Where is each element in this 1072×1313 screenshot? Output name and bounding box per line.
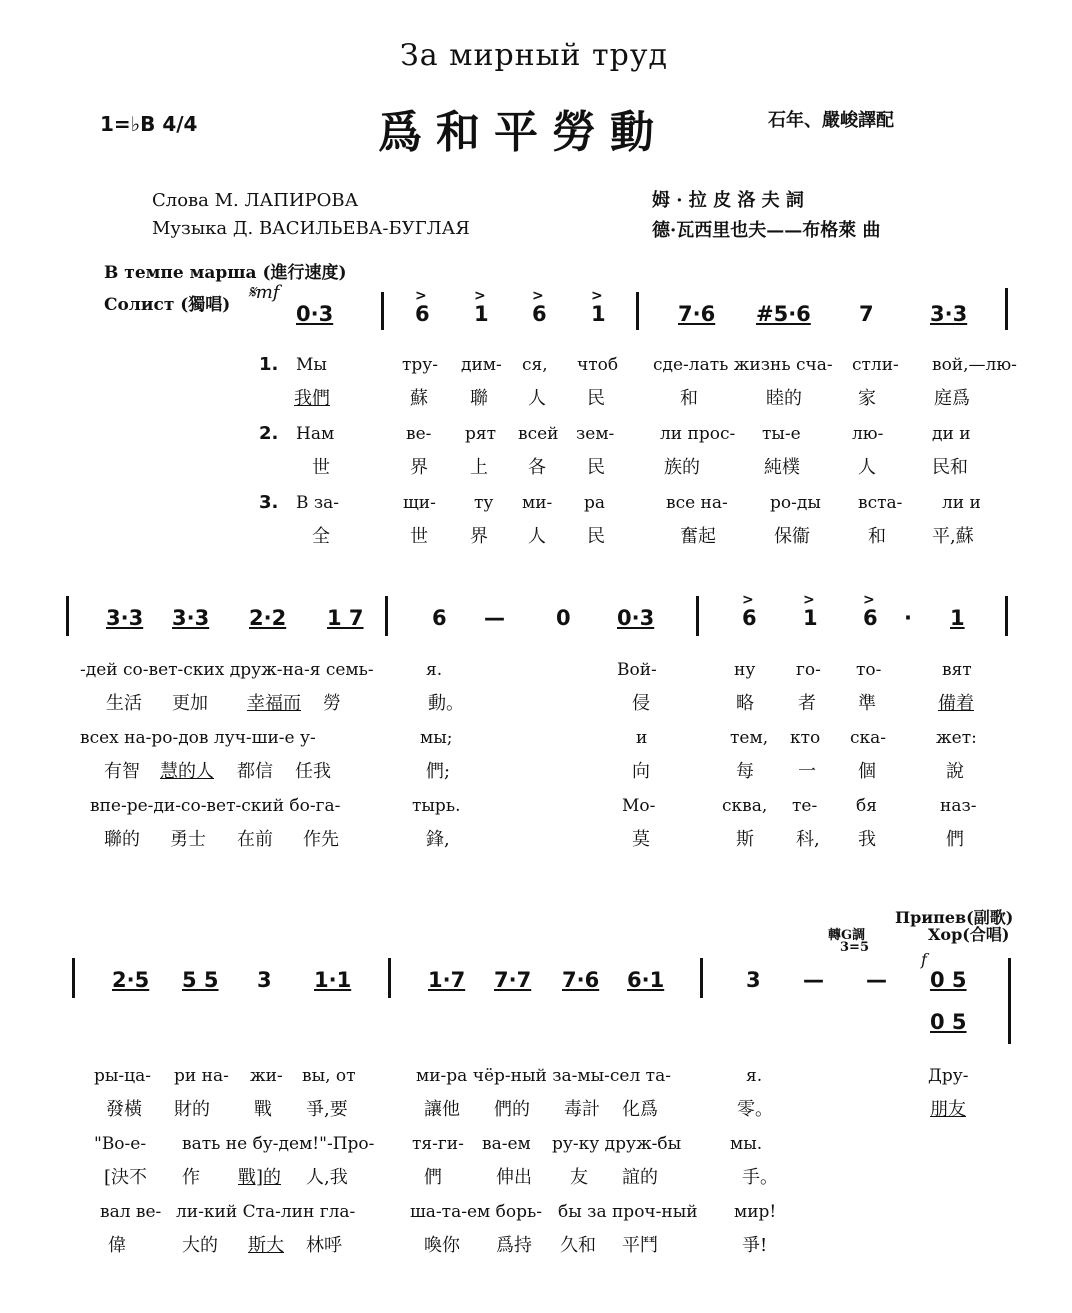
lyric-zh: 備着 (938, 693, 974, 714)
note: — (866, 968, 887, 992)
note: 3 (746, 968, 761, 992)
lyric-ru: ри на- (174, 1066, 229, 1086)
lyric-zh: 作 (182, 1167, 200, 1188)
lyric-zh: 動。 (428, 693, 464, 714)
lyric-ru: сде-лать жизнь сча- (653, 355, 833, 375)
lyric-ru: Нам (296, 424, 335, 444)
verse-number: 3. (259, 492, 279, 513)
lyric-zh: 勞 (323, 693, 341, 714)
lyric-zh: 民 (587, 388, 605, 409)
composer-russian: Музыка Д. ВАСИЛЬЕВА-БУГЛАЯ (152, 218, 470, 239)
lyric-zh: 讓他 (424, 1099, 460, 1120)
lyric-ru: ру-ку друж-бы (552, 1134, 682, 1154)
translators: 石年、嚴峻譯配 (768, 110, 894, 131)
lyric-ru: ты-е (762, 424, 801, 444)
lyric-ru: ли прос- (660, 424, 736, 444)
lyric-zh: 朋友 (930, 1099, 966, 1120)
lyric-ru: ди и (932, 424, 971, 444)
note: 6 (432, 606, 447, 630)
lyric-zh: 零。 (737, 1099, 773, 1120)
lyric-ru: ры-ца- (94, 1066, 151, 1086)
lyric-zh: 向 (632, 761, 650, 782)
lyric-ru: ва-ем (482, 1134, 531, 1154)
lyric-ru: "Во-е- (94, 1134, 147, 1154)
note: 3 (257, 968, 272, 992)
dynamic-f: f (921, 950, 927, 969)
lyric-zh: 戰 (254, 1099, 272, 1120)
lyric-zh: 侵 (632, 693, 650, 714)
lyric-ru: ми-ра чёр-ный за-мы-сел та- (416, 1066, 671, 1086)
lyric-zh: 個 (858, 761, 876, 782)
barline (66, 596, 69, 636)
lyric-zh: 上 (470, 457, 488, 478)
lyric-zh: 純樸 (764, 457, 800, 478)
note: 7 (859, 302, 874, 326)
lyric-zh: 手。 (742, 1167, 778, 1188)
lyric-zh: 作先 (303, 829, 339, 850)
lyric-ru: ли-кий Ста-лин гла- (176, 1202, 356, 1222)
lyric-zh: 們 (946, 829, 964, 850)
lyric-zh: 偉 (108, 1235, 126, 1256)
lyric-zh: 鋒, (426, 829, 450, 850)
lyric-ru: чтоб (577, 355, 619, 375)
lyric-ru: -дей со-вет-ских друж-на-я семь- (80, 660, 374, 680)
choir-label: Хор(合唱) (928, 925, 1010, 944)
lyric-zh: 們; (426, 761, 451, 782)
soloist-label: Солист (獨唱) (104, 295, 231, 315)
lyric-ru: ту (474, 493, 494, 513)
lyric-zh: [決不 (104, 1167, 148, 1188)
accent-mark: > (474, 288, 486, 304)
title-russian: За мирный труд (400, 38, 668, 73)
lyric-ru: ся, (522, 355, 548, 375)
note: — (803, 968, 824, 992)
accent-mark: > (532, 288, 544, 304)
lyric-ru: вят (942, 660, 972, 680)
lyric-zh: 民和 (932, 457, 968, 478)
lyric-zh: 慧的人 (160, 761, 214, 782)
barline (381, 292, 384, 330)
lyric-zh: 久和 (560, 1235, 596, 1256)
lyric-ru: те- (792, 796, 818, 816)
lyric-ru: всей (518, 424, 559, 444)
lyric-zh: 我 (858, 829, 876, 850)
lyric-ru: Дру- (928, 1066, 969, 1086)
lyric-zh: 喚你 (424, 1235, 460, 1256)
lyric-zh: 斯大 (248, 1235, 284, 1256)
lyric-zh: 世 (312, 457, 330, 478)
verse-number: 2. (259, 423, 279, 444)
lyric-zh: 更加 (172, 693, 208, 714)
lyric-zh: 奮起 (680, 526, 716, 547)
lyric-zh: 我們 (294, 388, 330, 409)
barline (72, 958, 75, 998)
lyric-ru: дим- (461, 355, 502, 375)
lyric-zh: 友 (570, 1167, 588, 1188)
accent-mark: > (803, 592, 815, 608)
note: 0 5 (930, 1010, 967, 1034)
lyric-ru: и (636, 728, 648, 748)
lyric-ru: Мо- (622, 796, 656, 816)
lyric-zh: 說 (946, 761, 964, 782)
lyric-zh: 世 (410, 526, 428, 547)
accent-mark: > (591, 288, 603, 304)
barline (636, 292, 639, 330)
lyric-zh: 聯的 (104, 829, 140, 850)
modulation-equation: 3=5 (840, 940, 869, 955)
note: 7·6 (678, 302, 716, 326)
accent-mark: > (863, 592, 875, 608)
barline (388, 958, 391, 998)
lyric-zh: 略 (736, 693, 754, 714)
note: 7·6 (562, 968, 600, 992)
note: 6 (532, 302, 547, 326)
lyric-zh: 生活 (106, 693, 142, 714)
lyric-zh: 全 (312, 526, 330, 547)
lyric-ru: кто (790, 728, 821, 748)
lyric-zh: 蘇 (410, 388, 428, 409)
accent-mark: > (415, 288, 427, 304)
lyricist-russian: Слова М. ЛАПИРОВА (152, 190, 359, 211)
lyric-ru: то- (856, 660, 882, 680)
lyric-ru: вста- (858, 493, 903, 513)
lyric-ru: мы; (420, 728, 453, 748)
lyric-zh: 伸出 (496, 1167, 532, 1188)
lyric-zh: 和 (680, 388, 698, 409)
lyric-zh: 毒計 (564, 1099, 600, 1120)
lyric-ru: тя-ги- (412, 1134, 464, 1154)
lyric-ru: ро-ды (770, 493, 821, 513)
lyric-ru: ли и (942, 493, 981, 513)
lyric-zh: 家 (858, 388, 876, 409)
lyric-ru: вал ве- (100, 1202, 162, 1222)
lyric-zh: 平,蘇 (932, 526, 974, 547)
note: #5·6 (756, 302, 811, 326)
lyric-ru: ша-та-ем борь- (410, 1202, 543, 1222)
lyric-ru: жи- (250, 1066, 283, 1086)
composer-chinese: 德·瓦西里也夫——布格萊 曲 (652, 220, 881, 241)
note: 1 (474, 302, 489, 326)
note: 1 (803, 606, 818, 630)
note: 0·3 (296, 302, 334, 326)
lyric-ru: все на- (666, 493, 728, 513)
lyric-zh: 人 (528, 388, 546, 409)
lyric-ru: Мы (296, 355, 327, 375)
barline (1008, 958, 1011, 1044)
lyric-zh: 族的 (664, 457, 700, 478)
modulation-label: 轉G調 (828, 928, 866, 943)
lyric-ru: жет: (936, 728, 977, 748)
title-chinese: 爲和平勞動 (378, 107, 668, 158)
lyric-zh: 斯 (736, 829, 754, 850)
note: 3·3 (172, 606, 210, 630)
lyric-ru: бя (856, 796, 877, 816)
note: 1 (591, 302, 606, 326)
lyric-ru: ми- (522, 493, 553, 513)
barline (700, 958, 703, 998)
lyric-zh: 們 (424, 1167, 442, 1188)
lyric-zh: 人 (858, 457, 876, 478)
lyric-ru: рят (465, 424, 497, 444)
lyric-zh: 和 (868, 526, 886, 547)
lyric-ru: бы за проч-ный (558, 1202, 698, 1222)
lyric-zh: 平鬥 (622, 1235, 658, 1256)
lyric-ru: зем- (576, 424, 615, 444)
lyric-ru: лю- (852, 424, 884, 444)
dynamic-mf: 𝄋mf (248, 282, 280, 303)
lyric-ru: мы. (730, 1134, 763, 1154)
lyric-zh: 聯 (470, 388, 488, 409)
lyric-zh: 保衞 (774, 526, 810, 547)
lyric-zh: 者 (798, 693, 816, 714)
lyric-ru: щи- (403, 493, 436, 513)
lyric-ru: мир! (734, 1202, 777, 1222)
lyricist-chinese: 姆 · 拉 皮 洛 夫 詞 (652, 190, 804, 211)
lyric-zh: 庭爲 (934, 388, 970, 409)
note: 7·7 (494, 968, 532, 992)
lyric-ru: тру- (402, 355, 439, 375)
refrain-label: Припев(副歌) (895, 908, 1014, 927)
lyric-zh: 在前 (237, 829, 273, 850)
barline (1005, 288, 1008, 330)
lyric-zh: 爭,要 (306, 1099, 348, 1120)
lyric-zh: 林呼 (306, 1235, 342, 1256)
lyric-ru: ска- (850, 728, 887, 748)
note: · (904, 606, 912, 630)
lyric-zh: 任我 (295, 761, 331, 782)
note: 1 7 (327, 606, 364, 630)
note: 2·5 (112, 968, 150, 992)
lyric-zh: 民 (587, 457, 605, 478)
lyric-zh: 戰]的 (238, 1167, 282, 1188)
lyric-zh: 睦的 (766, 388, 802, 409)
lyric-ru: я. (746, 1066, 763, 1086)
lyric-ru: го- (796, 660, 821, 680)
lyric-zh: 一 (798, 761, 816, 782)
lyric-zh: 們的 (494, 1099, 530, 1120)
note: 1·1 (314, 968, 352, 992)
note: 6 (863, 606, 878, 630)
lyric-zh: 準 (858, 693, 876, 714)
lyric-zh: 爭! (742, 1235, 768, 1256)
lyric-zh: 爲持 (496, 1235, 532, 1256)
lyric-ru: я. (426, 660, 443, 680)
barline (385, 596, 388, 636)
note: 5 5 (182, 968, 219, 992)
verse-number: 1. (259, 354, 279, 375)
lyric-zh: 有智 (104, 761, 140, 782)
note: 2·2 (249, 606, 287, 630)
lyric-zh: 界 (470, 526, 488, 547)
note: 6 (415, 302, 430, 326)
lyric-zh: 每 (736, 761, 754, 782)
lyric-zh: 科, (796, 829, 820, 850)
lyric-ru: тырь. (412, 796, 461, 816)
lyric-zh: 人,我 (306, 1167, 348, 1188)
lyric-ru: всех на-ро-дов луч-ши-е у- (80, 728, 316, 748)
note: — (484, 606, 505, 630)
lyric-ru: ра (584, 493, 606, 513)
lyric-zh: 民 (587, 526, 605, 547)
lyric-zh: 都信 (237, 761, 273, 782)
lyric-ru: вой,—лю- (932, 355, 1017, 375)
lyric-ru: ве- (406, 424, 432, 444)
note: 1 (950, 606, 965, 630)
lyric-ru: впе-ре-ди-со-вет-ский бо-га- (90, 796, 341, 816)
lyric-ru: наз- (940, 796, 977, 816)
barline (696, 596, 699, 636)
lyric-zh: 大的 (182, 1235, 218, 1256)
lyric-ru: Вой- (617, 660, 657, 680)
lyric-zh: 幸福而 (247, 693, 301, 714)
note: 0 (556, 606, 571, 630)
lyric-ru: вать не бу-дем!"-Про- (182, 1134, 375, 1154)
note: 3·3 (930, 302, 968, 326)
lyric-zh: 界 (410, 457, 428, 478)
tempo-marking: В темпе марша (進行速度) (104, 263, 347, 283)
lyric-ru: В за- (296, 493, 340, 513)
lyric-ru: сква, (722, 796, 768, 816)
lyric-zh: 人 (528, 526, 546, 547)
lyric-ru: тем, (730, 728, 769, 748)
note: 0·3 (617, 606, 655, 630)
note: 6·1 (627, 968, 665, 992)
lyric-ru: стли- (852, 355, 899, 375)
note: 1·7 (428, 968, 466, 992)
note: 6 (742, 606, 757, 630)
barline (1005, 596, 1008, 636)
note: 3·3 (106, 606, 144, 630)
lyric-ru: вы, от (302, 1066, 356, 1086)
lyric-zh: 莫 (632, 829, 650, 850)
lyric-ru: ну (734, 660, 756, 680)
lyric-zh: 發橫 (106, 1099, 142, 1120)
accent-mark: > (742, 592, 754, 608)
lyric-zh: 化爲 (622, 1099, 658, 1120)
lyric-zh: 各 (528, 457, 546, 478)
note: 0 5 (930, 968, 967, 992)
lyric-zh: 勇士 (170, 829, 206, 850)
lyric-zh: 誼的 (622, 1167, 658, 1188)
lyric-zh: 財的 (174, 1099, 210, 1120)
key-signature: 1=♭B 4/4 (100, 112, 198, 136)
